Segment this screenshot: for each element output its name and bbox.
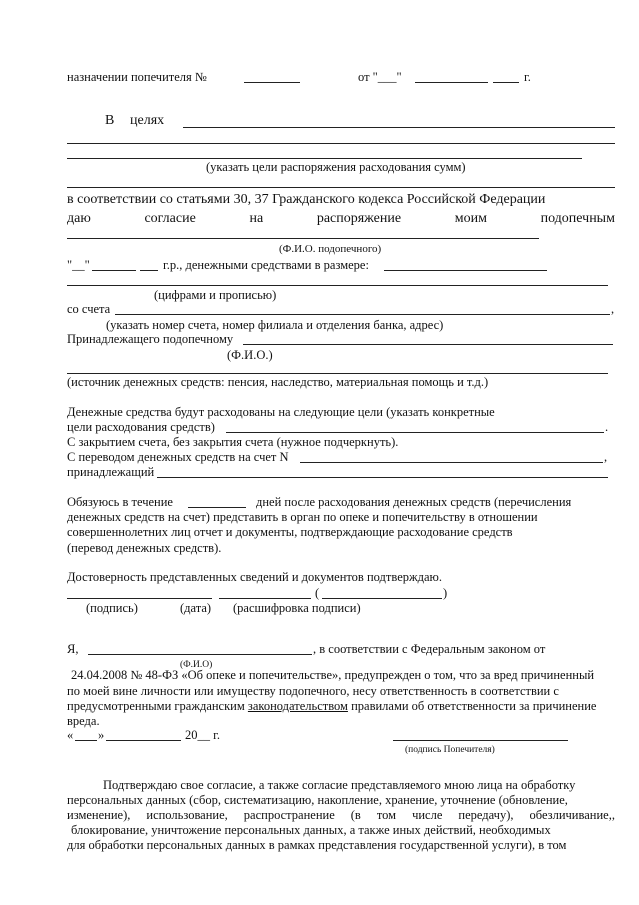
fio-hint: (Ф.И.О.): [227, 348, 273, 362]
spending-line-1: Денежные средства будут расходованы на следующие цели (указать конкретные: [67, 405, 495, 419]
belongs-field[interactable]: [243, 344, 613, 345]
ward-fio-field[interactable]: [67, 238, 539, 239]
amount-field[interactable]: [384, 270, 547, 271]
pd-line-1: Подтверждаю свое согласие, а также согласие представляемого мною лица на обработку: [103, 778, 576, 792]
spending-goals-field[interactable]: [226, 432, 604, 433]
liability-fio-hint: (Ф.И.О): [180, 660, 213, 670]
law-link[interactable]: законодательством: [247, 699, 348, 713]
sign-hint: (подпись): [86, 601, 138, 615]
money-text: г.р., денежными средствами в размере:: [163, 258, 369, 272]
guardian-sign-hint: (подпись Попечителя): [405, 745, 495, 755]
birth-date-field[interactable]: [92, 270, 136, 271]
consent-word-5: моим: [454, 211, 487, 226]
signature-field[interactable]: [67, 598, 212, 599]
liability-line-3: по моей вине личности или имуществу подопечного, несу ответственность в соответствии с: [67, 684, 559, 698]
ward-hint: (Ф.И.О. подопечного): [279, 243, 382, 255]
goals-field-4[interactable]: [67, 187, 615, 188]
account-field[interactable]: [115, 314, 610, 315]
from-account-label: со счета: [67, 302, 111, 316]
pd-line-2: персональных данных (сбор, систематизацию, накопление, хранение, уточнение (обновление,: [67, 793, 568, 807]
consent-word-2: согласие: [144, 211, 196, 226]
decode-hint: (расшифровка подписи): [233, 601, 361, 615]
source-hint: (источник денежных средств: пенсия, наследство, материальная помощь и т.д.): [67, 375, 489, 389]
confirm-line: Достоверность представленных сведений и документов подтверждаю.: [67, 570, 442, 584]
pd-line-5: для обработки персональных данных в рамках представления государственной услуги), в том: [67, 838, 567, 852]
money-hint: (цифрами и прописью): [154, 288, 277, 302]
date-hint: (дата): [180, 601, 212, 615]
year-label: 20__ г.: [185, 728, 220, 742]
pd-line-3: изменение), использование, распространение (в том числе передачу), обезличивание,,: [67, 808, 615, 822]
day-field[interactable]: [75, 740, 97, 741]
date-open: «: [67, 728, 74, 742]
spending-line-3: С закрытием счета, без закрытия счета (нужное подчеркнуть).: [67, 435, 399, 449]
liability-line-2: 24.04.2008 № 48-ФЗ «Об опеке и попечительстве», предупрежден о том, что за вред причиненный: [71, 668, 595, 682]
amount-words-field[interactable]: [67, 285, 608, 286]
confirm-date-field[interactable]: [219, 598, 311, 599]
obligation-line-3: совершеннолетних лиц отчет и документы, подтверждающие расходование средств: [67, 525, 513, 539]
signature-decode-field[interactable]: [322, 598, 442, 599]
date-close: »: [98, 728, 105, 742]
owner-field[interactable]: [157, 477, 608, 478]
transfer-account-field[interactable]: [300, 462, 603, 463]
paren-open: (: [315, 586, 320, 600]
guardian-signature-field[interactable]: [393, 740, 568, 741]
spending-line-2: цели расходования средств): [67, 420, 215, 434]
money-date-prefix: "__": [67, 258, 90, 272]
paren-close: ): [443, 586, 448, 600]
goals-hint: (указать цели распоряжения расходования сумм): [206, 160, 466, 174]
liability-line-5: вреда.: [67, 714, 100, 728]
source-field[interactable]: [67, 373, 608, 374]
consent-word-6: подопечным: [540, 211, 615, 226]
consent-word-4: распоряжение: [316, 211, 402, 226]
year-suffix: г.: [524, 70, 531, 84]
spending-line-4: С переводом денежных средств на счет N: [67, 450, 289, 464]
account-hint: (указать номер счета, номер филиала и отделения банка, адрес): [106, 318, 444, 332]
guardian-fio-field[interactable]: [88, 654, 312, 655]
goals-field-1[interactable]: [183, 127, 615, 128]
obligation-line-1a: Обязуюсь в течение: [67, 495, 173, 509]
consent-word-1: даю: [67, 211, 91, 226]
law-intro: , в соответствии с Федеральным законом от: [313, 642, 546, 656]
v-label: В: [105, 113, 115, 128]
pd-line-4: блокирование, уничтожение персональных данных, а также иных действий, необходимых: [71, 823, 551, 837]
obligation-line-4: (перевод денежных средств).: [67, 541, 222, 555]
tselyakh-label: целях: [130, 113, 165, 128]
spending-line-5: принадлежащий: [67, 465, 155, 479]
belongs-label: Принадлежащего подопечному: [67, 332, 234, 346]
obligation-line-1b: дней после расходования денежных средств (перечисления: [256, 495, 572, 509]
appointment-prefix: назначении попечителя №: [67, 70, 207, 84]
date-year-field[interactable]: [493, 82, 519, 83]
goals-field-3[interactable]: [67, 158, 582, 159]
days-field[interactable]: [188, 507, 246, 508]
consent-line: [67, 212, 615, 226]
consent-word-3: на: [249, 211, 264, 226]
month-field[interactable]: [106, 740, 181, 741]
appointment-number-field[interactable]: [244, 82, 300, 83]
birth-year-field[interactable]: [140, 270, 158, 271]
liability-line-4: предусмотренными гражданским законодательством правилами об ответственности за причинение: [67, 699, 597, 713]
obligation-line-2: денежных средств на счет) представить в орган по опеке и попечительству в отношении: [67, 510, 538, 524]
date-month-field[interactable]: [415, 82, 488, 83]
date-prefix: от "___": [358, 70, 402, 84]
goals-field-2[interactable]: [67, 143, 615, 144]
ya-label: Я,: [67, 642, 79, 656]
basis-line: в соответствии со статьями 30, 37 Гражданского кодекса Российской Федерации: [67, 192, 546, 207]
